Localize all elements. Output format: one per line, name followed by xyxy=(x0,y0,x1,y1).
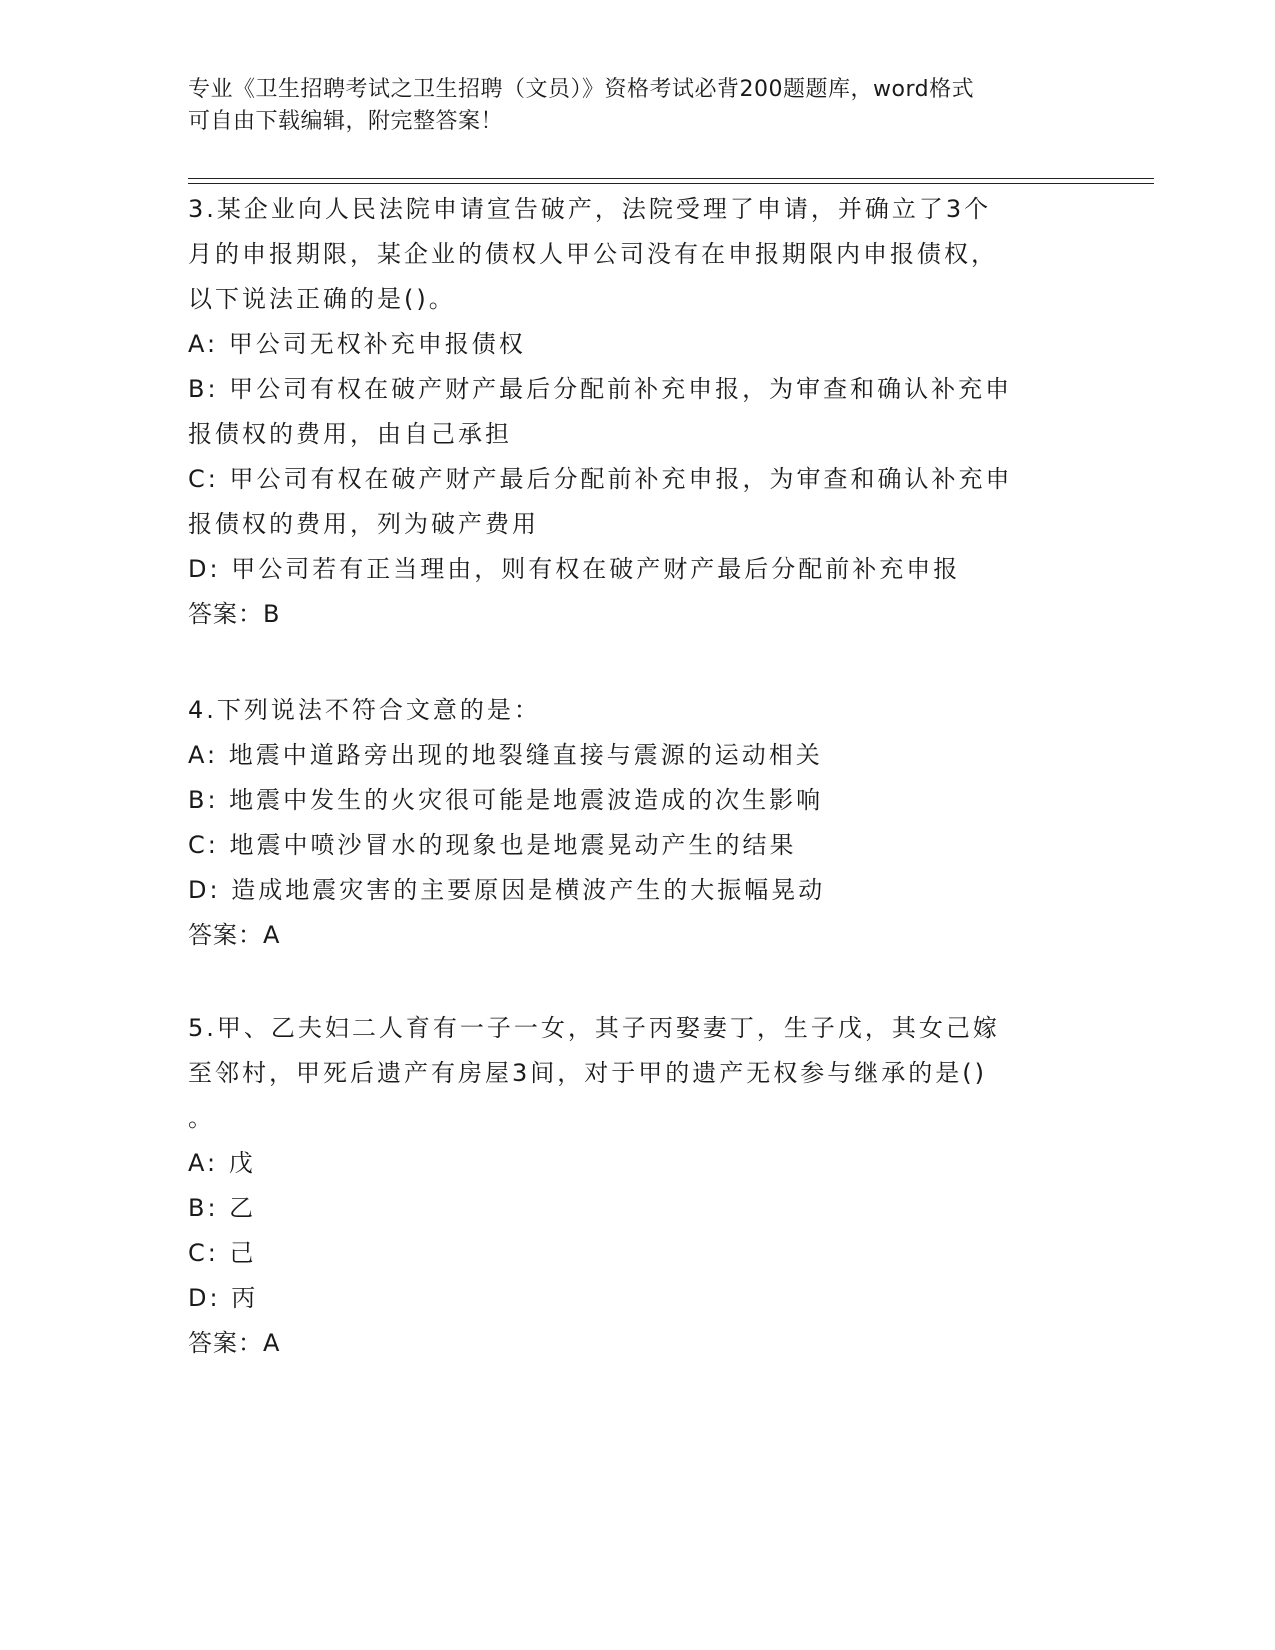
stem-line: 5.甲、乙夫妇二人育有一子一女，其子丙娶妻丁，生子戊，其女己嫁 xyxy=(188,1014,1000,1042)
question-stem xyxy=(188,1006,1088,1141)
stem-line: 4.下列说法不符合文意的是： xyxy=(188,696,541,724)
header-rule-top xyxy=(188,178,1154,179)
option-line: C: 己 xyxy=(188,1239,257,1267)
stem-line: 以下说法正确的是()。 xyxy=(188,285,456,313)
stem-line: 月的申报期限，某企业的债权人甲公司没有在申报期限内申报债权， xyxy=(188,240,998,268)
option-line: B: 地震中发生的火灾很可能是地震波造成的次生影响 xyxy=(188,786,824,814)
option-line: A: 戊 xyxy=(188,1149,256,1177)
option-line: B: 甲公司有权在破产财产最后分配前补充申报，为审查和确认补充申 xyxy=(188,375,1013,403)
option-line: D: 丙 xyxy=(188,1284,259,1312)
question-stem xyxy=(188,187,1088,322)
question-stem xyxy=(188,688,1088,733)
question-5 xyxy=(188,1006,1088,1366)
option-line: B: 乙 xyxy=(188,1194,257,1222)
answer: 答案：A xyxy=(188,921,281,949)
option-line: C: 地震中喷沙冒水的现象也是地震晃动产生的结果 xyxy=(188,831,797,859)
option-line: 报债权的费用，由自己承担 xyxy=(188,420,512,448)
stem-line: 至邻村，甲死后遗产有房屋3间，对于甲的遗产无权参与继承的是() xyxy=(188,1059,987,1087)
option-line: A: 地震中道路旁出现的地裂缝直接与震源的运动相关 xyxy=(188,741,823,769)
option-line: 报债权的费用，列为破产费用 xyxy=(188,510,539,538)
option-line: A: 甲公司无权补充申报债权 xyxy=(188,330,526,358)
option-line: D: 造成地震灾害的主要原因是横波产生的大振幅晃动 xyxy=(188,876,826,904)
stem-line: 3.某企业向人民法院申请宣告破产，法院受理了申请，并确立了3个 xyxy=(188,195,992,223)
question-4 xyxy=(188,688,1088,958)
option-line: C: 甲公司有权在破产财产最后分配前补充申报，为审查和确认补充申 xyxy=(188,465,1013,493)
document-header xyxy=(188,74,1068,138)
header-line-1: 专业《卫生招聘考试之卫生招聘（文员）》资格考试必背200题题库，word格式 xyxy=(188,77,975,102)
question-3 xyxy=(188,187,1088,637)
option-line: D: 甲公司若有正当理由，则有权在破产财产最后分配前补充申报 xyxy=(188,555,961,583)
answer: 答案：B xyxy=(188,600,281,628)
stem-line: 。 xyxy=(188,1104,215,1132)
header-line-2: 可自由下载编辑，附完整答案！ xyxy=(188,109,504,134)
answer: 答案：A xyxy=(188,1329,281,1357)
header-rule-bottom xyxy=(188,183,1154,184)
